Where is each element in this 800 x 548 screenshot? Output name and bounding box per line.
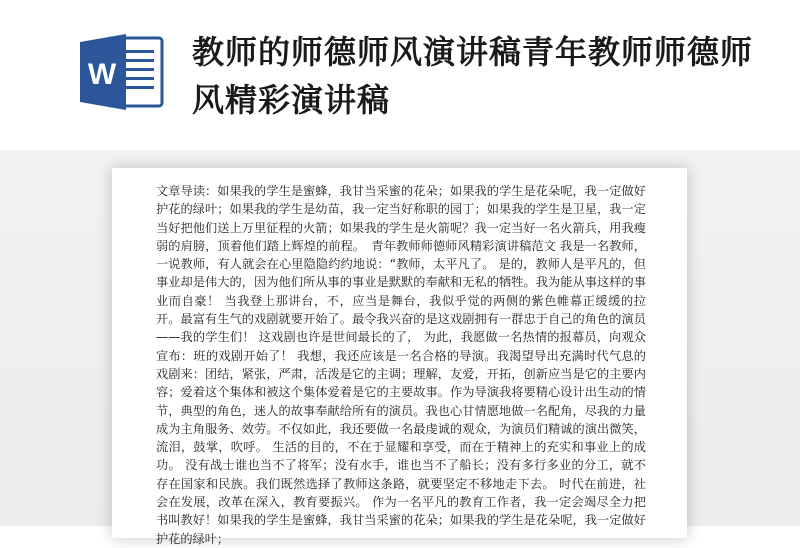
word-icon-letter: W: [87, 58, 117, 91]
page-title: 教师的师德师风演讲稿青年教师师德师风精彩演讲稿: [192, 33, 754, 119]
document-body-text: 文章导读：如果我的学生是蜜蜂，我甘当采蜜的花朵；如果我的学生是花朵呢，我一定做好护花的绿叶；如果我的学生是幼苗，我一定当好称职的园丁；如果我的学生是卫星，我一定当好把他们送上万里征程的火箭；如果我的学生是火箭呢？我一定当好一名火箭兵，用我瘦弱的肩膀，顶着他们踏上辉煌的前程。 青年教师师德师风精彩演讲稿范文 我是一名教师，一说教师，有人就会在心里隐隐约约地说：“教师，太平凡了。 是的，教师人是平凡的，但事业却是伟大的，因为他们所从事的事业是默默的奉献和无私的牺牲。我为能从事这样的事业而自豪！ 当我登上那讲台，不，应当是舞台，我似乎觉的两侧的紫色帷幕正缓缓的拉开。最富有生气的戏剧就要开始了。最令我兴奋的是这戏剧拥有一群忠于自己的角色的演员——我的学生们！ 这戏剧也许是世间最长的了， 为此，我愿做一名热情的报幕员，向观众宣布：班的戏剧开始了！ 我想，我还应该是一名合格的导演。我渴望导出充满时代气息的戏剧来：团结，紧张，严肃，活泼是它的主调；理解，友爱，开拓，创新应当是它的主要内容；爱着这个集体和被这个集体爱着是它的主要故事。作为导演我将要精心设计出生动的情节，典型的角色，迷人的故事奉献给所有的演员。我也心甘情愿地做一名配角，尽我的力量成为主角服务、效劳。不仅如此，我还要做一名最虔诚的观众，为演员们精诚的演出微笑，流泪，鼓掌，吹呼。 生活的目的，不在于显耀和享受，而在于精神上的充实和事业上的成功。 没有战士谁也当不了将军；没有水手，谁也当不了船长；没有多行多业的分工，就不存在国家和民族。我们既然选择了教师这条路，就要坚定不移地走下去。 时代在前进，社会在发展，改革在深入，教育要振兴。 作为一名平凡的教育工作者，我一定会竭尽全力把书叫教好！如果我的学生是蜜蜂，我甘当采蜜的花朵；如果我的学生是花朵呢，我一定做好护花的绿叶；: [156, 184, 646, 546]
header: [0, 0, 800, 150]
document-page: [112, 168, 687, 546]
word-document-icon: [78, 34, 166, 110]
